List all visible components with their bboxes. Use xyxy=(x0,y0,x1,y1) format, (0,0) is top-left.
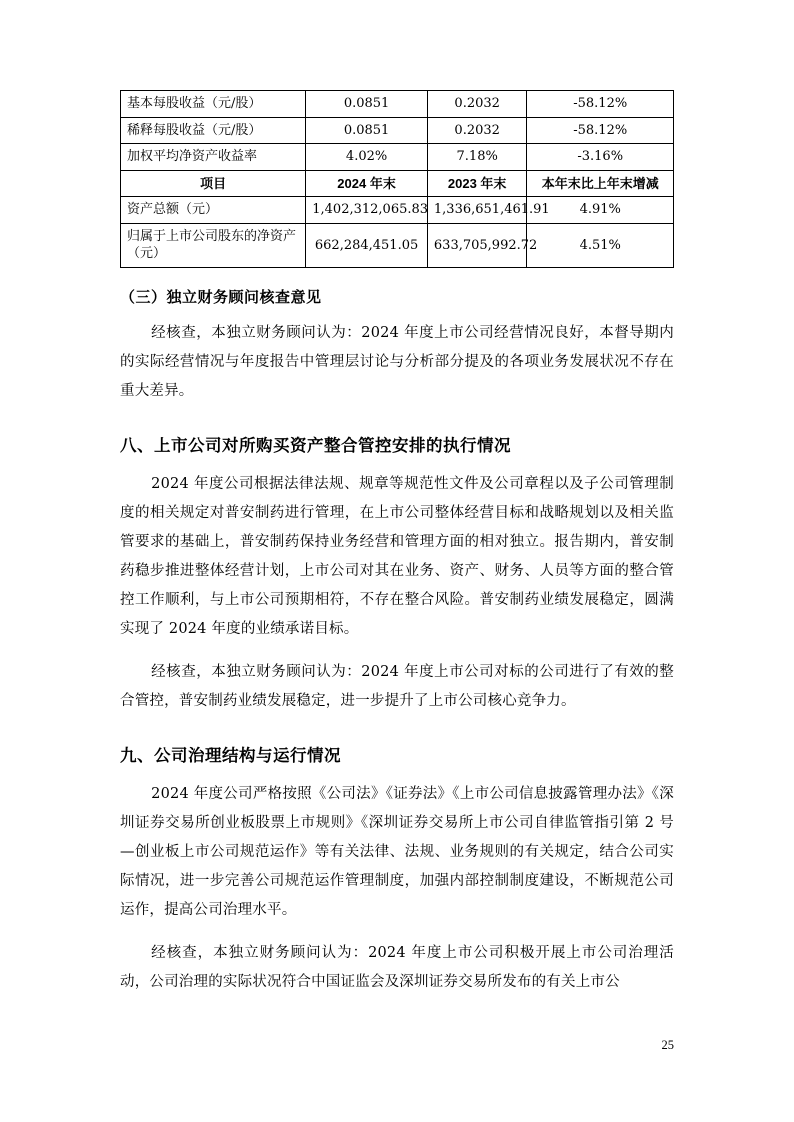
table-cell: 4.51% xyxy=(527,223,674,267)
table-cell: 1,402,312,065.83 xyxy=(306,197,428,224)
table-row-roe xyxy=(121,144,674,171)
table-cell: -58.12% xyxy=(527,117,674,144)
table-cell: 4.02% xyxy=(306,144,428,171)
table-row-basic-eps xyxy=(121,91,674,118)
section-heading-independent-advisor-opinion: （三）独立财务顾问核查意见 xyxy=(120,288,322,306)
table-cell: 加权平均净资产收益率 xyxy=(121,144,306,171)
table-cell: 0.2032 xyxy=(427,91,527,118)
section-heading-8-integration-control: 八、上市公司对所购买资产整合管控安排的执行情况 xyxy=(120,436,511,455)
paragraph-8-2: 经核查，本独立财务顾问认为：2024 年度上市公司对标的公司进行了有效的整合管控，普安制药业绩发展稳定，进一步提升了上市公司核心竞争力。 xyxy=(120,663,674,709)
table-cell: -58.12% xyxy=(527,91,674,118)
table-cell: 7.18% xyxy=(427,144,527,171)
table-cell: 4.91% xyxy=(527,197,674,224)
table-cell: 稀释每股收益（元/股） xyxy=(121,117,306,144)
table-header-cell: 项目 xyxy=(121,170,306,197)
table-cell: -3.16% xyxy=(527,144,674,171)
page-number: 25 xyxy=(661,1038,674,1052)
paragraph-8-1: 2024 年度公司根据法律法规、规章等规范性文件及公司章程以及子公司管理制度的相关规定对普安制药进行管理，在上市公司整体经营目标和战略规划以及相关监管要求的基础上，普安制药保持业务经营和管理方面的相对独立。报告期内，普安制药稳步推进整体经营计划，上市公司对其在业务、资产、财务、人员等方面的整合管控工作顺利，与上市公司预期相符，不存在整合风险。普安制药业绩发展稳定，圆满实现了 2024 年度的业绩承诺目标。 xyxy=(120,475,674,637)
table-header-cell: 本年末比上年末增减 xyxy=(527,170,674,197)
table-header-cell: 2023 年末 xyxy=(427,170,527,197)
table-cell: 633,705,992.72 xyxy=(427,223,527,267)
table-cell: 基本每股收益（元/股） xyxy=(121,91,306,118)
table-row-diluted-eps xyxy=(121,117,674,144)
table-header-row xyxy=(121,170,674,197)
paragraph-9-2: 经核查，本独立财务顾问认为：2024 年度上市公司积极开展上市公司治理活动，公司治理的实际状况符合中国证监会及深圳证券交易所发布的有关上市公 xyxy=(120,944,674,990)
table-cell: 归属于上市公司股东的净资产（元） xyxy=(121,223,306,267)
financial-summary-table xyxy=(120,90,674,268)
table-cell: 1,336,651,461.91 xyxy=(427,197,527,224)
table-cell: 662,284,451.05 xyxy=(306,223,428,267)
table-row-total-assets xyxy=(121,197,674,224)
section-heading-9-governance: 九、公司治理结构与运行情况 xyxy=(120,746,341,765)
paragraph-opinion-3: 经核查，本独立财务顾问认为：2024 年度上市公司经营情况良好，本督导期内的实际经营情况与年度报告中管理层讨论与分析部分提及的各项业务发展状况不存在重大差异。 xyxy=(120,324,674,399)
paragraph-9-1: 2024 年度公司严格按照《公司法》《证券法》《上市公司信息披露管理办法》《深圳证券交易所创业板股票上市规则》《深圳证券交易所上市公司自律监管指引第 2 号—创业板上市公司规范运作》等有关法律、法规、业务规则的有关规定，结合公司实际情况，进一步完善公司规范运作管理制度，加强内部控制制度建设，不断规范公司运作，提高公司治理水平。 xyxy=(120,785,674,918)
table-cell: 资产总额（元） xyxy=(121,197,306,224)
table-row-net-assets xyxy=(121,223,674,267)
table-cell: 0.0851 xyxy=(306,91,428,118)
table-cell: 0.0851 xyxy=(306,117,428,144)
table-cell: 0.2032 xyxy=(427,117,527,144)
table-header-cell: 2024 年末 xyxy=(306,170,428,197)
